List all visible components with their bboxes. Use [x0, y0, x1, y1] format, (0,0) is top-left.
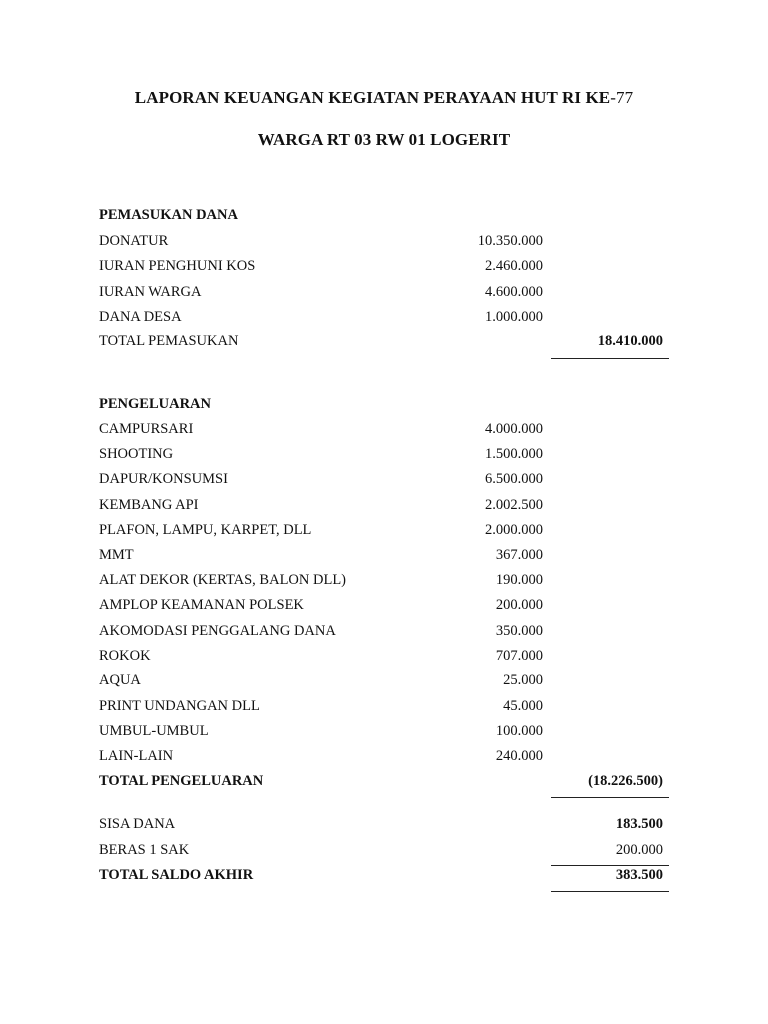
expense-label: KEMBANG API: [99, 497, 199, 513]
expense-row: [99, 745, 669, 767]
report-title-suffix: -77: [610, 88, 634, 107]
expense-label: SHOOTING: [99, 446, 174, 462]
expense-row: [99, 544, 669, 566]
report-title: [0, 88, 768, 108]
expense-amount: 240.000: [495, 748, 543, 764]
expense-amount: 707.000: [495, 648, 543, 664]
expense-row: [99, 569, 669, 591]
final-balance-underline: [551, 891, 669, 892]
expense-label: LAIN-LAIN: [99, 748, 174, 764]
expense-label: ALAT DEKOR (KERTAS, BALON DLL): [99, 572, 347, 588]
income-row: [99, 281, 669, 303]
expense-row: [99, 443, 669, 465]
expense-amount: 6.500.000: [485, 471, 543, 487]
expense-amount: 190.000: [495, 572, 543, 588]
expense-row: [99, 494, 669, 516]
expense-label: AKOMODASI PENGGALANG DANA: [99, 623, 336, 639]
income-label: DONATUR: [99, 233, 169, 249]
rice-value: 200.000: [615, 842, 663, 858]
expense-amount: 2.002.500: [485, 497, 543, 513]
income-total-underline: [551, 358, 669, 359]
expense-label: MMT: [99, 547, 134, 563]
expense-label: UMBUL-UMBUL: [99, 723, 209, 739]
expense-total-underline: [551, 797, 669, 798]
income-amount: 2.460.000: [485, 258, 543, 274]
expense-amount: 367.000: [495, 547, 543, 563]
income-total-row: [99, 330, 669, 352]
expense-row: [99, 669, 669, 691]
expense-row: [99, 519, 669, 541]
expense-total-value: (18.226.500): [588, 773, 663, 789]
expense-row: [99, 720, 669, 742]
expense-amount: 1.500.000: [485, 446, 543, 462]
income-amount: 4.600.000: [485, 284, 543, 300]
expense-amount: 200.000: [495, 597, 543, 613]
income-label: DANA DESA: [99, 309, 182, 325]
remaining-funds-label: SISA DANA: [99, 816, 176, 832]
expense-row: [99, 645, 669, 667]
final-balance-row: [99, 864, 669, 886]
final-balance-value: 383.500: [615, 867, 663, 883]
income-label: IURAN WARGA: [99, 284, 202, 300]
rice-row: [99, 839, 669, 861]
income-row: [99, 230, 669, 252]
expense-row: [99, 418, 669, 440]
expense-label: ROKOK: [99, 648, 151, 664]
income-total-label: TOTAL PEMASUKAN: [99, 333, 239, 349]
income-row: [99, 306, 669, 328]
expense-label: CAMPURSARI: [99, 421, 194, 437]
expense-row: [99, 620, 669, 642]
final-balance-label: TOTAL SALDO AKHIR: [99, 867, 254, 883]
report-title-main: LAPORAN KEUANGAN KEGIATAN PERAYAAN HUT RI KE: [134, 88, 611, 107]
expense-label: AQUA: [99, 672, 141, 688]
expense-label: PRINT UNDANGAN DLL: [99, 698, 260, 714]
income-total-value: 18.410.000: [597, 333, 663, 349]
expense-amount: 25.000: [503, 672, 543, 688]
expense-label: AMPLOP KEAMANAN POLSEK: [99, 597, 304, 613]
rice-label: BERAS 1 SAK: [99, 842, 190, 858]
report-subtitle: WARGA RT 03 RW 01 LOGERIT: [257, 130, 511, 149]
income-amount: 1.000.000: [485, 309, 543, 325]
expense-row: [99, 468, 669, 490]
expense-amount: 100.000: [495, 723, 543, 739]
expense-heading: PENGELUARAN: [99, 396, 211, 412]
income-row: [99, 255, 669, 277]
expense-amount: 4.000.000: [485, 421, 543, 437]
remaining-funds-row: [99, 813, 669, 835]
expense-row: [99, 594, 669, 616]
expense-total-label: TOTAL PENGELUARAN: [99, 773, 264, 789]
expense-label: DAPUR/KONSUMSI: [99, 471, 228, 487]
remaining-funds-value: 183.500: [615, 816, 663, 832]
expense-row: [99, 695, 669, 717]
income-label: IURAN PENGHUNI KOS: [99, 258, 256, 274]
expense-amount: 45.000: [503, 698, 543, 714]
expense-label: PLAFON, LAMPU, KARPET, DLL: [99, 522, 312, 538]
expense-amount: 2.000.000: [485, 522, 543, 538]
expense-total-row: [99, 770, 669, 792]
income-amount: 10.350.000: [477, 233, 543, 249]
income-heading: PEMASUKAN DANA: [99, 207, 238, 223]
expense-amount: 350.000: [495, 623, 543, 639]
